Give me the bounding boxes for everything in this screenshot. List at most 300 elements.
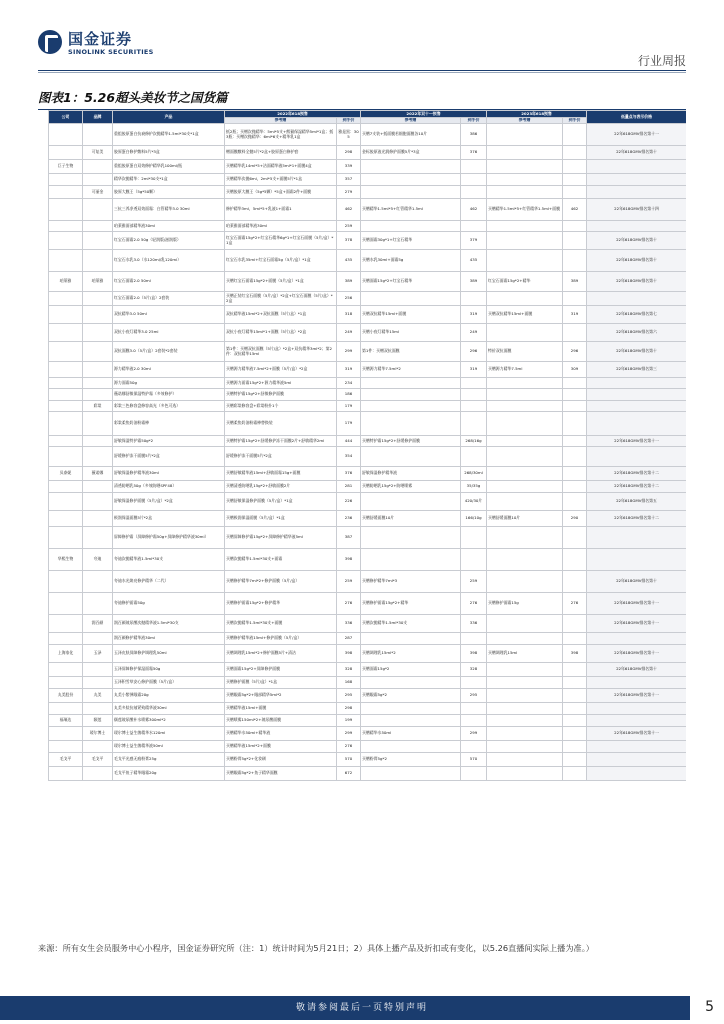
table-row xyxy=(49,160,687,174)
presale-table-container xyxy=(48,110,686,932)
table-row xyxy=(49,412,687,436)
table-cell xyxy=(49,401,83,412)
table-cell xyxy=(487,186,563,199)
table-cell xyxy=(487,727,563,741)
table-cell: 买赠次抛精华1.5ml*30支+面膜 xyxy=(225,615,337,633)
table-cell xyxy=(487,412,563,436)
table-cell xyxy=(361,378,461,389)
table-cell: 256 xyxy=(337,292,361,306)
table-cell xyxy=(487,146,563,160)
table-cell: 红宝石面霜2.0（5片/盒）2套装 xyxy=(113,292,225,306)
table-row xyxy=(49,549,687,571)
table-cell: 22年618GMV排名第十二 xyxy=(587,511,686,527)
table-cell xyxy=(587,753,686,767)
table-cell: 299 xyxy=(337,727,361,741)
sub-price-3: 到手价 xyxy=(563,117,587,124)
table-cell xyxy=(49,250,83,272)
table-cell: 彩棠 xyxy=(83,401,113,412)
table-cell: 红宝石面霜2.0 50ml xyxy=(113,272,225,292)
table-cell: 319 xyxy=(563,306,587,324)
report-type: 行业周报 xyxy=(637,54,686,68)
table-cell: 舒缓修护冻干面膜5片*2盒 xyxy=(225,447,337,467)
table-cell xyxy=(487,767,563,781)
table-cell xyxy=(49,633,83,645)
table-cell xyxy=(487,436,563,447)
table-cell xyxy=(49,362,83,378)
source-note: 来源：所有女生会员服务中心小程序，国金证券研究所（注：1）统计时间为5月21日；2）具体上播产品及折扣或有变化，以5.26直播间实际上播为准。） xyxy=(38,943,594,953)
table-row xyxy=(49,401,687,412)
table-cell: 舒敏保湿修护精华液30ml xyxy=(113,467,225,481)
table-cell xyxy=(487,174,563,186)
table-cell: 修护精华3ml，5ml*5+乳液1+面霜1 xyxy=(225,199,337,221)
table-row xyxy=(49,221,687,232)
table-cell xyxy=(563,250,587,272)
table-cell: 源力面霜50g xyxy=(113,378,225,389)
table-cell xyxy=(49,571,83,593)
table-cell xyxy=(587,677,686,689)
table-cell: 彩棠三色修容盘修容高光（多色可选） xyxy=(113,401,225,412)
table-cell xyxy=(83,703,113,715)
table-cell xyxy=(563,677,587,689)
table-cell: 丸美小紫弹眼霜20g xyxy=(113,689,225,703)
table-row xyxy=(49,389,687,401)
table-row xyxy=(49,436,687,447)
table-cell xyxy=(83,306,113,324)
table-cell xyxy=(587,221,686,232)
table-cell: 巨子生物 xyxy=(49,160,83,174)
table-cell: 318 xyxy=(337,306,361,324)
table-cell xyxy=(461,715,487,727)
table-cell: 买赠精华1.5ml*5+红管精华1.5ml xyxy=(361,199,461,221)
table-cell xyxy=(361,412,461,436)
table-cell xyxy=(487,571,563,593)
table-cell: 买赠眼霜5g*2+鱼子精华面膜 xyxy=(225,767,337,781)
table-cell xyxy=(83,292,113,306)
table-cell: 买赠特护霜15g*2+舒敏修护面膜 xyxy=(225,389,337,401)
table-row xyxy=(49,527,687,549)
table-cell xyxy=(83,221,113,232)
table-cell xyxy=(563,571,587,593)
table-cell xyxy=(487,160,563,174)
table-cell: 354 xyxy=(337,447,361,467)
table-cell: 第1件：买赠双抗面膜（5片/盒）*2盒+双抗精华3ml*2；第2件：双抗精华15ml xyxy=(225,342,337,362)
table-cell xyxy=(83,174,113,186)
table-cell: 买赠极润保湿面膜（5片/盒）*1盒 xyxy=(225,511,337,527)
table-cell: 买赠调理乳15ml xyxy=(487,645,563,663)
table-cell xyxy=(563,689,587,703)
table-cell xyxy=(461,741,487,753)
table-cell xyxy=(49,342,83,362)
table-cell: 295 xyxy=(461,689,487,703)
table-cell: 249 xyxy=(461,324,487,342)
table-row xyxy=(49,124,687,146)
brand-name-cn: 国金证券 xyxy=(68,30,133,48)
table-cell xyxy=(563,727,587,741)
table-cell: 22年618GMV排名第十二 xyxy=(587,481,686,493)
table-cell: 华熙生物 xyxy=(49,549,83,571)
table-cell: 22年618GMV排名第十二 xyxy=(587,467,686,481)
sub-gift-1: 参考赠 xyxy=(225,117,337,124)
table-cell: 买赠面霜30g*1+红宝石精华 xyxy=(361,232,461,250)
table-cell xyxy=(49,663,83,677)
table-cell: 珀莱雅面部精华液30ml xyxy=(225,221,337,232)
table-cell xyxy=(487,292,563,306)
table-cell xyxy=(587,703,686,715)
table-cell xyxy=(487,481,563,493)
col-2023-618: 2023年618预售 xyxy=(487,111,587,118)
table-cell xyxy=(83,342,113,362)
table-cell xyxy=(587,174,686,186)
table-cell xyxy=(587,549,686,571)
table-cell: 389 xyxy=(563,272,587,292)
table-cell: 336 xyxy=(461,615,487,633)
table-cell xyxy=(49,615,83,633)
col-2022-1111: 2022年双十一预售 xyxy=(361,111,487,118)
table-cell xyxy=(563,389,587,401)
table-cell: 376 xyxy=(337,467,361,481)
table-cell: 376 xyxy=(461,146,487,160)
table-cell xyxy=(563,767,587,781)
table-cell xyxy=(49,727,83,741)
table-cell xyxy=(587,160,686,174)
table-cell: 毛戈平 xyxy=(49,753,83,767)
table-cell xyxy=(461,767,487,781)
table-cell: 276 xyxy=(337,741,361,753)
table-cell xyxy=(361,292,461,306)
table-row xyxy=(49,645,687,663)
table-cell: 红宝石面霜15g*2+精华 xyxy=(487,272,563,292)
table-cell xyxy=(563,615,587,633)
table-cell xyxy=(487,324,563,342)
table-cell xyxy=(361,221,461,232)
table-cell xyxy=(361,677,461,689)
table-cell: 薇诺娜舒敏保湿特护霜（多效修护） xyxy=(113,389,225,401)
table-cell: 22年618GMV排名第六 xyxy=(587,324,686,342)
brand-name-en: SINOLINK SECURITIES xyxy=(68,48,154,56)
table-cell: 买赠舒敏精华液15ml+舒敏面霜15g+面膜 xyxy=(225,467,337,481)
table-cell: 特价双抗面膜 xyxy=(487,342,563,362)
table-cell xyxy=(587,389,686,401)
table-cell: 买赠特护霜15g*2+舒缓修护冻干面膜2片+舒敏精华2ml xyxy=(225,436,337,447)
table-row xyxy=(49,146,687,160)
table-cell: 276 xyxy=(337,593,361,615)
footer-disclaimer[interactable]: 敬请参阅最后一页特别声明 xyxy=(295,1003,428,1013)
table-cell: 玉泽积雪草安心修护面膜（5片/盒） xyxy=(113,677,225,689)
table-cell: 买赠彩棠修容盘+彩棠粉扑1个 xyxy=(225,401,337,412)
table-cell: 22年618GMV排名第十一 xyxy=(587,689,686,703)
table-cell xyxy=(587,401,686,412)
table-cell: 35/35g xyxy=(461,481,487,493)
table-cell: 435 xyxy=(337,250,361,272)
table-row xyxy=(49,571,687,593)
table-cell: 22年618GMV排名第十 xyxy=(587,663,686,677)
table-cell xyxy=(461,549,487,571)
table-cell: 重组胶原蛋白双效修护精华乳100ml/瓶 xyxy=(113,160,225,174)
table-cell xyxy=(461,447,487,467)
table-cell: 22年618GMV排名第十一 xyxy=(587,593,686,615)
table-cell: 22年618GMV排名第十四 xyxy=(587,199,686,221)
table-row xyxy=(49,324,687,342)
table-cell: 珀莱雅 xyxy=(83,272,113,292)
table-cell: 润百颜玻尿酸次抛精华液1.5ml*30支 xyxy=(113,615,225,633)
table-cell: 336 xyxy=(337,615,361,633)
table-row xyxy=(49,677,687,689)
table-cell xyxy=(49,124,83,146)
table-cell xyxy=(83,527,113,549)
table-cell xyxy=(563,663,587,677)
table-row xyxy=(49,481,687,493)
table-cell: 319 xyxy=(337,362,361,378)
table-cell: 买赠源力精华7.5ml xyxy=(487,362,563,378)
table-row xyxy=(49,467,687,481)
table-cell: 339 xyxy=(337,160,361,174)
table-cell: 舒缓修护冻干面膜5片*2盒 xyxy=(113,447,225,467)
table-cell: 上海家化 xyxy=(49,645,83,663)
brand-logo xyxy=(38,28,178,64)
table-cell: 22年618GMV排名第十一 xyxy=(587,124,686,146)
table-cell xyxy=(83,362,113,378)
table-cell xyxy=(461,186,487,199)
table-cell xyxy=(487,689,563,703)
table-cell: 夸迪 xyxy=(83,549,113,571)
table-cell xyxy=(487,715,563,727)
table-cell xyxy=(461,703,487,715)
table-cell: 赠面膜敷料全抛5片*2盒+胶原蛋白修护套 xyxy=(225,146,337,160)
table-cell xyxy=(83,593,113,615)
table-header-row xyxy=(49,111,687,118)
table-cell: 买赠修护精华7ml*3 xyxy=(361,571,461,593)
table-cell xyxy=(587,378,686,389)
table-cell: 抵2瓶；买赠次抛精华：5ml*5支+熊猫保湿精华5ml*1盒；抵3瓶：买赠次抛精华：6ml*6支+精华乳1盒 xyxy=(225,124,337,146)
table-cell: 398 xyxy=(563,645,587,663)
table-row xyxy=(49,199,687,221)
table-cell xyxy=(83,160,113,174)
table-cell: 买赠面霜15g*2 xyxy=(361,663,461,677)
table-cell: 瑷尔博士益生菌精华水120ml xyxy=(113,727,225,741)
table-cell: 买赠精华水50ml xyxy=(361,727,461,741)
table-cell xyxy=(563,753,587,767)
table-cell: 金标胶原液光润修护面膜5片*3盒 xyxy=(361,146,461,160)
table-cell: 买赠源力精华液7.5ml*2+面膜（5片/盒）*2盒 xyxy=(225,362,337,378)
table-row xyxy=(49,727,687,741)
table-cell: 买赠舒敏保湿修护面膜（5片/盒）*1盒 xyxy=(225,493,337,511)
table-cell xyxy=(563,378,587,389)
table-cell: 买赠柔焦奶油粉霜棒替换装 xyxy=(225,412,337,436)
table-cell xyxy=(361,633,461,645)
col-2022-618: 2022年618预售 xyxy=(225,111,361,118)
table-cell xyxy=(563,401,587,412)
table-cell: 福瑞达 xyxy=(49,715,83,727)
table-row xyxy=(49,250,687,272)
table-row xyxy=(49,306,687,324)
table-cell: 买赠修护精华液15ml+修护面膜（5片/盒） xyxy=(225,633,337,645)
table-cell: 319 xyxy=(461,362,487,378)
table-cell: 买赠修护面霜15g xyxy=(487,593,563,615)
table-cell: 买赠喷雾150ml*2+玻尿酸面膜 xyxy=(225,715,337,727)
table-cell: 309 xyxy=(563,362,587,378)
table-cell: 296 xyxy=(461,342,487,362)
table-cell: 屏障修护霜（屏障修护霜50g+屏障修护精华液30ml） xyxy=(113,527,225,549)
table-cell xyxy=(487,467,563,481)
table-row xyxy=(49,633,687,645)
table-cell xyxy=(83,378,113,389)
table-cell xyxy=(487,703,563,715)
table-cell xyxy=(587,527,686,549)
table-cell xyxy=(361,741,461,753)
table-cell: 买赠双抗精华15ml+面膜 xyxy=(487,306,563,324)
table-cell: 22年618GMV排名第十一 xyxy=(587,436,686,447)
table-cell: 双抗精华3.0 50ml xyxy=(113,306,225,324)
table-cell: 226 xyxy=(337,493,361,511)
table-cell: 296 xyxy=(563,342,587,362)
table-cell: 299 xyxy=(461,727,487,741)
table-cell xyxy=(563,324,587,342)
table-cell xyxy=(563,221,587,232)
table-row xyxy=(49,232,687,250)
table-cell: 珀莱雅面部精华液30ml xyxy=(113,221,225,232)
table-cell: 买赠修护精华7ml*2+修护面膜（5片/盒） xyxy=(225,571,337,593)
table-cell: 买赠舒缓面膜10片 xyxy=(487,511,563,527)
table-cell: 舒敏保湿特护霜50g*2 xyxy=(113,436,225,447)
table-cell: 红宝石水乳3.0（水120ml/乳120ml） xyxy=(113,250,225,272)
table-cell xyxy=(461,527,487,549)
page-number: 5 xyxy=(705,999,714,1015)
table-cell xyxy=(563,527,587,549)
table-cell: 435 xyxy=(461,250,487,272)
table-cell: 买赠舒缓面膜10片 xyxy=(361,511,461,527)
table-row xyxy=(49,493,687,511)
table-cell: 22年618GMV排名第十一 xyxy=(587,645,686,663)
table-cell xyxy=(487,753,563,767)
table-cell xyxy=(49,412,83,436)
table-cell xyxy=(361,703,461,715)
table-cell: 双抗小夜灯精华3.0 25ml xyxy=(113,324,225,342)
table-cell: 买赠次抛精华1.5ml*30支+面霜 xyxy=(225,549,337,571)
table-cell xyxy=(83,124,113,146)
table-cell xyxy=(49,436,83,447)
table-cell: 166/10g xyxy=(461,511,487,527)
table-cell: 可丽金 xyxy=(83,186,113,199)
table-row xyxy=(49,511,687,527)
table-cell xyxy=(83,324,113,342)
table-cell xyxy=(487,389,563,401)
table-cell: 买赠精华液15ml+面膜 xyxy=(225,703,337,715)
table-cell xyxy=(83,447,113,467)
table-cell: 玉泽皮肤屏障修护调理乳50ml xyxy=(113,645,225,663)
table-cell xyxy=(49,232,83,250)
table-row xyxy=(49,715,687,727)
table-cell xyxy=(563,481,587,493)
table-cell xyxy=(83,767,113,781)
table-cell: 瑷尔博士益生菌精华液50ml xyxy=(113,741,225,753)
table-body xyxy=(49,124,687,781)
table-cell xyxy=(83,677,113,689)
table-cell: 买赠特护霜15g*2+舒缓修护面膜 xyxy=(361,436,461,447)
table-cell xyxy=(563,412,587,436)
table-cell xyxy=(587,741,686,753)
table-cell: 462 xyxy=(461,199,487,221)
table-cell xyxy=(49,511,83,527)
table-cell xyxy=(49,146,83,160)
table-cell xyxy=(487,124,563,146)
table-cell xyxy=(461,174,487,186)
table-cell xyxy=(487,447,563,467)
table-row xyxy=(49,378,687,389)
table-cell xyxy=(49,741,83,753)
table-cell xyxy=(487,633,563,645)
table-cell: 买赠源力精华7.5ml*2 xyxy=(361,362,461,378)
table-cell: 三抗三养净透双效面霜：白管精华3.0 30ml xyxy=(113,199,225,221)
table-cell xyxy=(563,703,587,715)
table-cell xyxy=(83,436,113,447)
table-cell xyxy=(361,493,461,511)
table-cell: 瑷尔博士 xyxy=(83,727,113,741)
table-cell xyxy=(361,549,461,571)
table-cell: 买赠粉膏5g*2+化妆刷 xyxy=(225,753,337,767)
sub-price-2: 到手价 xyxy=(461,117,487,124)
table-cell xyxy=(487,250,563,272)
table-row xyxy=(49,689,687,703)
presale-table xyxy=(48,110,686,781)
table-cell xyxy=(563,292,587,306)
table-cell: 极润保湿面膜5片*2盒 xyxy=(113,511,225,527)
table-cell xyxy=(563,124,587,146)
table-cell: 买赠精华水50ml+精华液 xyxy=(225,727,337,741)
table-cell xyxy=(487,493,563,511)
table-cell: 珀莱雅 xyxy=(49,272,83,292)
table-cell xyxy=(461,633,487,645)
table-cell: 22年618GMV排名第十 xyxy=(587,146,686,160)
table-cell xyxy=(587,186,686,199)
table-cell xyxy=(587,447,686,467)
figure-title: 图表1：5.26超头美妆节之国货篇 xyxy=(38,88,686,110)
table-cell xyxy=(361,186,461,199)
table-cell xyxy=(49,677,83,689)
table-cell: 买赠面霜15g*2+红宝石精华 xyxy=(361,272,461,292)
table-row xyxy=(49,753,687,767)
table-cell: 398 xyxy=(461,645,487,663)
table-cell xyxy=(487,549,563,571)
table-cell: 672 xyxy=(337,767,361,781)
table-cell: 298 xyxy=(337,703,361,715)
table-row xyxy=(49,342,687,362)
table-cell: 润百颜 xyxy=(83,615,113,633)
table-cell: 买赠防晒乳15g*2+防晒喷雾 xyxy=(361,481,461,493)
table-cell: 328 xyxy=(461,663,487,677)
table-cell: 249 xyxy=(337,324,361,342)
table-cell xyxy=(563,186,587,199)
table-cell: 357 xyxy=(337,174,361,186)
table-cell xyxy=(461,292,487,306)
table-cell: 买赠次抛精华1.5ml*30支 xyxy=(361,615,461,633)
table-cell: 买赠眼霜5g*2+眼部精华5ml*2 xyxy=(225,689,337,703)
col-company: 公司 xyxy=(49,111,83,124)
table-cell xyxy=(361,527,461,549)
sub-gift-3: 参考赠 xyxy=(487,117,563,124)
table-cell: 薇诺娜 xyxy=(83,467,113,481)
table-cell: 买赠屏障修护霜15g*2+屏障修护精华液5ml xyxy=(225,527,337,549)
table-cell: 丸美 xyxy=(83,689,113,703)
table-cell xyxy=(563,232,587,250)
table-cell: 22年618GMV排名第三 xyxy=(587,362,686,378)
table-cell xyxy=(361,160,461,174)
sub-gift-2: 参考赠 xyxy=(361,117,461,124)
col-note: 低量点与表示价格 xyxy=(587,111,686,124)
table-cell: 379 xyxy=(461,232,487,250)
page-header xyxy=(0,0,724,78)
table-cell: 276 xyxy=(563,593,587,615)
table-cell xyxy=(461,677,487,689)
